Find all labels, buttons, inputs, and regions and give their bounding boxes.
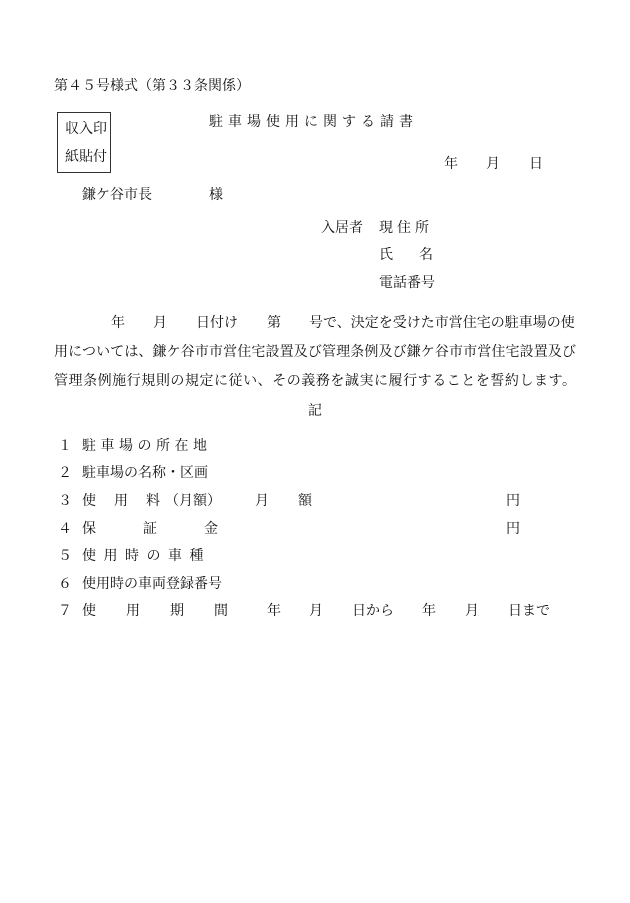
- item-sub-month: 月: [255, 493, 269, 509]
- body-line2: 用については、鎌ケ谷市市営住宅設置及び管理条例及び鎌ケ谷市市営住宅設置及び: [54, 344, 576, 360]
- stamp-label-line1: 収入印: [65, 121, 107, 137]
- body-dai: 第: [267, 315, 281, 331]
- item-unit: 円: [506, 521, 520, 537]
- item-number: ４: [58, 521, 72, 537]
- document-title: 駐車場使用に関する請書: [209, 114, 418, 130]
- item-from-month: 月: [309, 603, 323, 619]
- item-number: ２: [58, 465, 72, 481]
- item-number: ３: [58, 493, 72, 509]
- form-number-label: 第４５号様式（第３３条関係）: [54, 78, 250, 94]
- date-year: 年: [444, 156, 458, 172]
- date-day: 日: [529, 156, 543, 172]
- item-label: 駐車場の名称・区画: [82, 465, 208, 481]
- item-label: 保証金: [82, 521, 265, 537]
- item-from-year: 年: [267, 603, 281, 619]
- item-label: 使用料: [82, 493, 178, 509]
- body-line1-rest: 号で、決定を受けた市営住宅の駐車場の使: [309, 315, 575, 331]
- item-label: 使用時の車種: [82, 548, 211, 564]
- item-to-month: 月: [465, 603, 479, 619]
- item-label: 駐車場の所在地: [82, 438, 212, 454]
- body-month: 月: [153, 315, 167, 331]
- body-day: 日付け: [196, 315, 238, 331]
- addressee-name: 鎌ケ谷市長: [82, 187, 152, 203]
- resident-label: 入居者: [321, 220, 363, 236]
- ki-heading: 記: [308, 403, 322, 419]
- resident-phone-label: 電話番号: [379, 275, 435, 291]
- addressee-honorific: 様: [209, 187, 223, 203]
- item-paren: （月額）: [165, 493, 221, 509]
- item-to-year: 年: [422, 603, 436, 619]
- item-sub-amount: 額: [298, 493, 312, 509]
- item-number: ７: [58, 603, 72, 619]
- item-unit: 円: [506, 493, 520, 509]
- date-month: 月: [486, 156, 500, 172]
- item-from-day: 日から: [352, 603, 394, 619]
- body-year: 年: [111, 315, 125, 331]
- item-label: 使用時の車両登録番号: [82, 576, 222, 592]
- revenue-stamp-box: [57, 112, 111, 173]
- item-number: ６: [58, 576, 72, 592]
- item-to-day: 日まで: [508, 603, 550, 619]
- item-number: ５: [58, 548, 72, 564]
- resident-name-label: 氏名: [379, 247, 459, 263]
- item-label: 使用期間: [82, 603, 258, 619]
- item-number: １: [58, 438, 72, 454]
- resident-address-label: 現住所: [379, 220, 433, 236]
- stamp-label-line2: 紙貼付: [65, 149, 107, 165]
- body-line3: 管理条例施行規則の規定に従い、その義務を誠実に履行することを誓約します。: [54, 373, 576, 389]
